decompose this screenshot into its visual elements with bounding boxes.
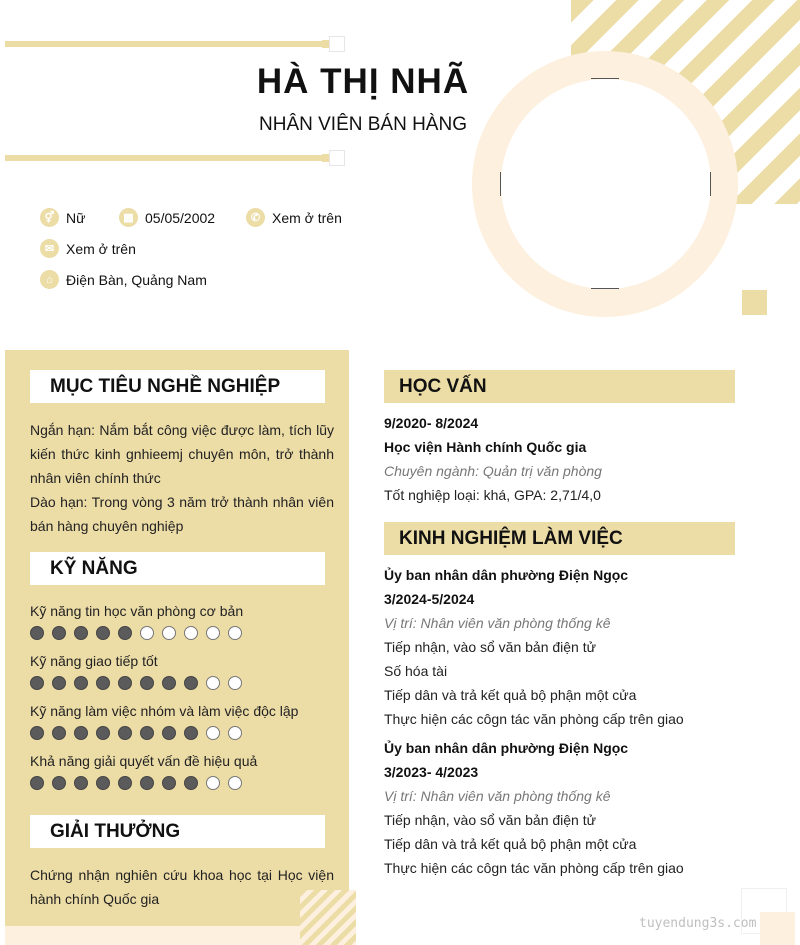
skill-dot-filled xyxy=(52,726,66,740)
skill-name: Kỹ năng làm việc nhóm và làm việc độc lập xyxy=(30,703,299,719)
experience-job xyxy=(384,736,754,880)
header-line-box xyxy=(329,36,345,52)
skill-dot-filled xyxy=(162,726,176,740)
skill-dot-filled xyxy=(118,726,132,740)
job-role: Vị trí: Nhân viên văn phòng thống kê xyxy=(384,788,611,804)
candidate-name: HÀ THỊ NHÃ xyxy=(256,62,470,101)
objective-heading: MỤC TIÊU NGHỀ NGHIỆP xyxy=(30,370,325,403)
skill-dot-empty xyxy=(206,676,220,690)
skill-dot-filled xyxy=(184,676,198,690)
skill-dot-filled xyxy=(30,676,44,690)
skill-dot-filled xyxy=(96,626,110,640)
skill-dot-empty xyxy=(162,626,176,640)
gender-value: Nữ xyxy=(66,209,86,226)
gender-info xyxy=(40,208,85,227)
job-period: 3/2023- 4/2023 xyxy=(384,764,479,780)
skill-dot-filled xyxy=(118,626,132,640)
skill-dot-filled xyxy=(118,776,132,790)
header-line-box xyxy=(329,150,345,166)
decorative-square xyxy=(742,290,767,315)
job-task: Thực hiện các côgn tác văn phòng cấp trên giao xyxy=(384,860,684,876)
skill-dot-filled xyxy=(52,676,66,690)
photo-crop-mark xyxy=(591,288,619,289)
skill-dot-filled xyxy=(96,776,110,790)
skill-dot-empty xyxy=(140,626,154,640)
home-icon: ⌂ xyxy=(40,270,59,289)
address-value: Điện Bàn, Quảng Nam xyxy=(66,271,207,288)
awards-text: Chứng nhận nghiên cứu khoa học tại Học viện hành chính Quốc gia xyxy=(30,867,334,907)
skill-dot-filled xyxy=(140,726,154,740)
job-task: Số hóa tài xyxy=(384,663,448,679)
job-period: 3/2024-5/2024 xyxy=(384,591,475,607)
skill-dot-filled xyxy=(140,676,154,690)
photo-crop-mark xyxy=(500,172,501,196)
job-task: Tiếp dân và trả kết quả bộ phận một cửa xyxy=(384,836,637,852)
email-value: Xem ở trên xyxy=(66,240,136,257)
skill-dot-empty xyxy=(228,776,242,790)
objective-short-term: Ngắn hạn: Nắm bắt công việc được làm, tích lũy kiến thức kinh gnhieemj chuyên môn, trở thành nhân viên chính thức xyxy=(30,422,334,486)
job-role: Vị trí: Nhân viên văn phòng thống kê xyxy=(384,615,611,631)
header-line xyxy=(5,41,325,47)
email-info xyxy=(40,239,136,258)
skill-dot-empty xyxy=(228,676,242,690)
avatar-photo[interactable] xyxy=(501,79,711,289)
skill-dot-empty xyxy=(206,626,220,640)
education-result: Tốt nghiệp loại: khá, GPA: 2,71/4,0 xyxy=(384,487,601,503)
skill-rating xyxy=(30,776,340,790)
watermark-text: tuyendung3s.com xyxy=(639,916,757,931)
skill-dot-filled xyxy=(74,726,88,740)
skill-rating xyxy=(30,726,340,740)
birthday-value: 05/05/2002 xyxy=(145,209,216,226)
skill-item xyxy=(30,653,340,690)
skill-dot-filled xyxy=(30,776,44,790)
job-task: Tiếp nhận, vào sổ văn bản điện tử xyxy=(384,639,596,655)
skill-dot-empty xyxy=(184,626,198,640)
photo-crop-mark xyxy=(710,172,711,196)
skill-name: Kỹ năng giao tiếp tốt xyxy=(30,653,158,669)
calendar-icon: ▦ xyxy=(119,208,138,227)
skill-dot-filled xyxy=(184,776,198,790)
skill-item xyxy=(30,753,340,790)
skill-dot-filled xyxy=(52,776,66,790)
education-school: Học viện Hành chính Quốc gia xyxy=(384,439,587,455)
skill-name: Khả năng giải quyết vấn đề hiệu quả xyxy=(30,753,258,769)
skill-dot-filled xyxy=(162,776,176,790)
watermark-fill xyxy=(760,912,795,945)
bottom-strip xyxy=(5,926,349,945)
job-organization: Ủy ban nhân dân phường Điện Ngọc xyxy=(384,567,629,583)
address-info xyxy=(40,270,207,289)
email-icon: ✉ xyxy=(40,239,59,258)
job-task: Thực hiện các côgn tác văn phòng cấp trên giao xyxy=(384,711,684,727)
birthday-info xyxy=(119,208,215,227)
education-section xyxy=(384,411,744,507)
education-period: 9/2020- 8/2024 xyxy=(384,415,479,431)
candidate-position: NHÂN VIÊN BÁN HÀNG xyxy=(259,114,467,135)
skills-heading: KỸ NĂNG xyxy=(30,552,325,585)
skill-dot-filled xyxy=(96,676,110,690)
phone-icon: ✆ xyxy=(246,208,265,227)
job-task: Tiếp nhận, vào sổ văn bản điện tử xyxy=(384,812,596,828)
skill-item xyxy=(30,703,340,740)
skill-dot-empty xyxy=(228,626,242,640)
skill-item xyxy=(30,603,340,640)
gender-icon: ⚥ xyxy=(40,208,59,227)
header-line xyxy=(5,155,325,161)
skill-dot-filled xyxy=(74,776,88,790)
experience-job xyxy=(384,563,754,731)
experience-heading: KINH NGHIỆM LÀM VIỆC xyxy=(384,522,735,555)
phone-info xyxy=(246,208,342,227)
awards-heading: GIẢI THƯỞNG xyxy=(30,815,325,848)
skill-dot-filled xyxy=(52,626,66,640)
skill-name: Kỹ năng tin học văn phòng cơ bản xyxy=(30,603,244,619)
skill-dot-filled xyxy=(118,676,132,690)
skill-dot-filled xyxy=(140,776,154,790)
skill-dot-filled xyxy=(96,726,110,740)
skill-dot-filled xyxy=(184,726,198,740)
skill-rating xyxy=(30,676,340,690)
skill-dot-filled xyxy=(74,676,88,690)
skill-dot-empty xyxy=(228,726,242,740)
education-heading: HỌC VẤN xyxy=(384,370,735,403)
skill-rating xyxy=(30,626,340,640)
job-organization: Ủy ban nhân dân phường Điện Ngọc xyxy=(384,740,629,756)
job-task: Tiếp dân và trả kết quả bộ phận một cửa xyxy=(384,687,637,703)
skill-dot-empty xyxy=(206,726,220,740)
skill-dot-filled xyxy=(30,726,44,740)
objective-long-term: Dào hạn: Trong vòng 3 năm trở thành nhân viên bán hàng chuyên nghiệp xyxy=(30,494,334,534)
skill-dot-filled xyxy=(162,676,176,690)
skill-dot-filled xyxy=(30,626,44,640)
skill-dot-empty xyxy=(206,776,220,790)
skill-dot-filled xyxy=(74,626,88,640)
education-major: Chuyên ngành: Quản trị văn phòng xyxy=(384,463,602,479)
phone-value: Xem ở trên xyxy=(272,209,342,226)
